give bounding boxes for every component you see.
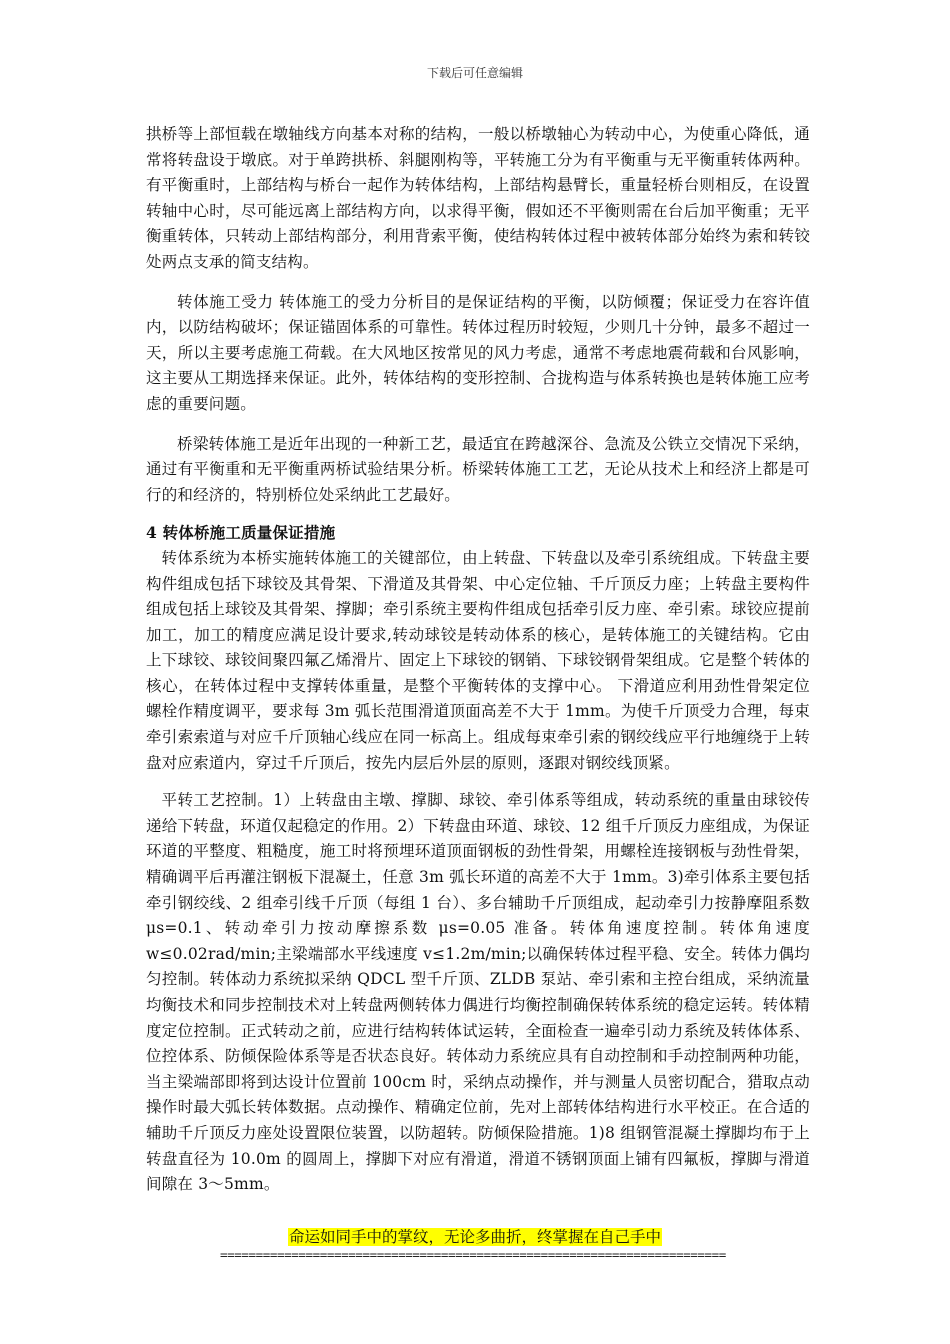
section-heading: 4 转体桥施工质量保证措施: [146, 523, 336, 543]
page-header: 下载后可任意编辑: [426, 66, 523, 80]
footer-motto-text: 命运如同手中的掌纹，无论多曲折，终掌握在自己手中: [288, 1228, 661, 1246]
paragraph-1: 拱桥等上部恒载在墩轴线方向基本对称的结构，一般以桥墩轴心为转动中心，为使重心降低，通常将转盘设于墩底。对于单跨拱桥、斜腿刚构等，平转施工分为有平衡重与无平衡重转体两种。有平衡重时，上部结构与桥台一起作为转体结构，上部结构悬臂长，重量轻桥台则相反，在设置转轴中心时，尽可能远离上部结构方向，以求得平衡，假如还不平衡则需在台后加平衡重；无平衡重转体，只转动上部结构部分，利用背索平衡，使结构转体过程中被转体部分始终为索和转铰处两点支承的简支结构。: [146, 125, 810, 271]
paragraph-2: 转体施工受力 转体施工的受力分析目的是保证结构的平衡，以防倾覆；保证受力在容许值内，以防结构破坏；保证锚固体系的可靠性。转体过程历时较短，少则几十分钟，最多不超过一天，所以主要考虑施工荷载。在大风地区按常见的风力考虑，通常不考虑地震荷载和台风影响，这主要从工期选择来保证。此外，转体结构的变形控制、合拢构造与体系转换也是转体施工应考虑的重要问题。: [146, 292, 810, 413]
paragraph-5: 平转工艺控制。1）上转盘由主墩、撑脚、球铰、牵引体系等组成，转动系统的重量由球铰传递给下转盘，环道仅起稳定的作用。2）下转盘由环道、球铰、12 组千斤顶反力座组成，为保证环道的平整度、粗糙度，施工时将预埋环道顶面钢板的劲性骨架，用螺栓连接钢板与劲性骨架，精确调平后再灌注钢板下混凝土，任意 3m 弧长环道的高差不大于 1mm。3)牵引体系主要包括牵引钢绞线、2 组牵引线千斤顶（每组 1 台）、多台辅助千斤顶组成，起动牵引力按静摩阻系数 μs=0.1、转动牵引力按动摩擦系数 μs=0.05 准备。转体角速度控制。转体角速度 w≤0.02rad/min;主梁端部水平线速度 v≤1.2m/min;以确保转体过程平稳、安全。转体力偶均匀控制。转体动力系统拟采纳 QDCL 型千斤顶、ZLDB 泵站、牵引索和主控台组成，采纳流量均衡技术和同步控制技术对上转盘两侧转体力偶进行均衡控制确保转体系统的稳定运转。转体精度定位控制。正式转动之前，应进行结构转体试运转，全面检查一遍牵引动力系统及转体体系、位控体系、防倾保险体系等是否状态良好。转体动力系统应具有自动控制和手动控制两种功能，当主梁端部即将到达设计位置前 100cm 时，采纳点动操作，并与测量人员密切配合，猎取点动操作时最大弧长转体数据。点动操作、精确定位前，先对上部转体结构进行水平校正。在合适的辅助千斤顶反力座处设置限位装置，以防超转。防倾保险措施。1)8 组钢管混凝土撑脚均布于上转盘直径为 10.0m 的圆周上，撑脚下对应有滑道，滑道不锈钢顶面上铺有四氟板，撑脚与滑道间隙在 3～5mm。: [146, 791, 810, 1194]
document-body: [146, 122, 810, 1209]
footer-divider: =======================================================================: [220, 1247, 726, 1262]
paragraph-4: 转体系统为本桥实施转体施工的关键部位，由上转盘、下转盘以及牵引系统组成。下转盘主要构件组成包括下球铰及其骨架、下滑道及其骨架、中心定位轴、千斤顶反力座；上转盘主要构件组成包括上球铰及其骨架、撑脚；牵引系统主要构件组成包括牵引反力座、牵引索。球铰应提前加工，加工的精度应满足设计要求,转动球铰是转动体系的核心，是转体施工的关键结构。它由上下球铰、球铰间聚四氟乙烯滑片、固定上下球铰的钢销、下球铰钢骨架组成。它是整个转体的核心，在转体过程中支撑转体重量，是整个平衡转体的支撑中心。 下滑道应利用劲性骨架定位螺栓作精度调平，要求每 3m 弧长范围滑道顶面高差不大于 1mm。为使千斤顶受力合理，每束牵引索索道与对应千斤顶轴心线应在同一标高上。组成每束牵引索的钢绞线应平行地缠绕于上转盘对应索道内，穿过千斤顶后，按先内层后外层的原则，逐跟对钢绞线顶紧。: [146, 548, 810, 772]
footer-motto: [0, 1226, 950, 1248]
paragraph-3: 桥梁转体施工是近年出现的一种新工艺，最适宜在跨越深谷、急流及公铁立交情况下采纳，通过有平衡重和无平衡重两桥试验结果分析。桥梁转体施工工艺，无论从技术上和经济上都是可行的和经济的，特别桥位处采纳此工艺最好。: [146, 434, 810, 504]
